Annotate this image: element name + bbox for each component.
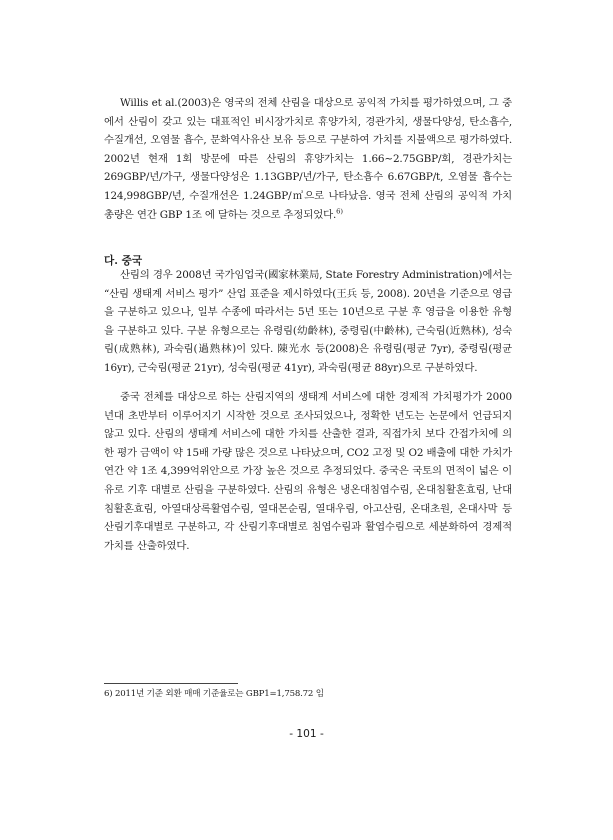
footnote-reference[interactable]: 6) — [336, 207, 343, 216]
section-heading-china: 다. 중국 — [104, 255, 143, 267]
footnote-divider — [104, 683, 238, 684]
page-number: - 101 - — [289, 728, 324, 740]
paragraph-china-forest-standard: 산림의 경우 2008년 국가임업국(國家林業局, State Forestry Administration)에서는 “산림 생태계 서비스 평가” 산업 표준을 제시하였다(王兵 등, 2008). 20년을 기준으로 영급을 구분하고 있으나, 일부 수종에 따라서는 5년 또는 10년으로 구분 후 영급을 이용한 유형을 구분하고 있다. 구분 유형으로는 유령림(幼齡林), 중령림(中齡林), 근숙림(近熟林), 성숙림(成熟林), 과숙림(過熟林)이 있다. 陳光水 등(2008)은 유령림(평균 7yr), 중령림(평균 16yr), 근숙림(평균 21yr), 성숙림(평균 41yr), 과숙림(평균 88yr)으로 구분하였다. — [104, 269, 512, 374]
paragraph-willis — [104, 94, 512, 224]
paragraph-willis-text: Willis et al.(2003)은 영국의 전체 산림을 대상으로 공익적 가치를 평가하였으며, 그 중에서 산림이 갖고 있는 대표적인 비시장가치로 휴양가치, 경관가치, 생물다양성, 탄소흡수, 수질개선, 오염물 흡수, 문화역사유산 보유 등으로 구분하여 가치를 지불액으로 평가하였다. 2002년 현재 1회 방문에 따른 산림의 휴양가치는 1.66∼2.75GBP/회, 경관가치는 269GBP/년/가구, 생물다양성은 1.13GBP/년/가구, 탄소흡수 6.67GBP/t, 오염물 흡수는 124,998GBP/년, 수질개선은 1.24GBP/㎥으로 나타났음. 영국 전체 산림의 공익적 가치 총량은 연간 GBP 1조 에 달하는 것으로 추정되었다. — [104, 97, 512, 221]
footnote: 6) 2011년 기준 외환 매매 기준율로는 GBP1=1,758.72 임 — [104, 689, 324, 699]
paragraph-china-valuation: 중국 전체를 대상으로 하는 산림지역의 생태계 서비스에 대한 경제적 가치평가가 2000년대 초반부터 이루어지기 시작한 것으로 조사되었으나, 정확한 년도는 논문에서 언급되지 않고 있다. 산림의 생태계 서비스에 대한 가치를 산출한 결과, 직접가치 보다 간접가치에 의한 평가 금액이 약 15배 가량 많은 것으로 나타났으며, CO2 고정 및 O2 배출에 대한 가치가 연간 약 1조 4,399억위안으로 가장 높은 것으로 추정되었다. 중국은 국토의 면적이 넓은 이유로 기후 대별로 산림을 구분하였다. 산림의 유형은 냉온대침엽수림, 온대침활혼효림, 난대침활혼효림, 아열대상록활엽수림, 열대몬순림, 열대우림, 아고산림, 온대초원, 온대사막 등 산림기후대별로 구분하고, 각 산림기후대별로 침엽수림과 활엽수림으로 세분화하여 경제적 가치를 산출하였다. — [104, 391, 512, 552]
